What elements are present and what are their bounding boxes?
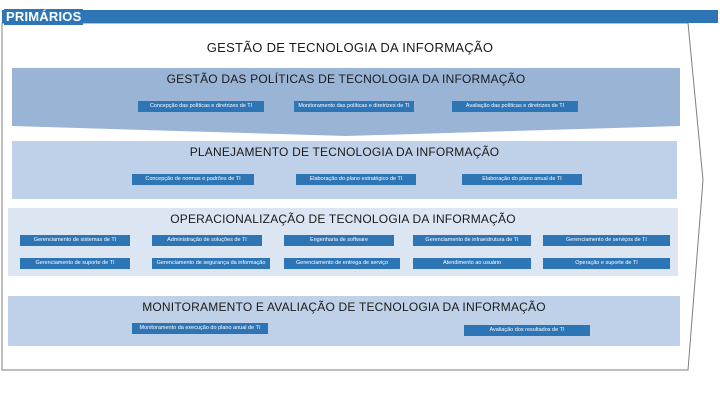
planning-item: Elaboração do plano estratégico de TI	[296, 174, 416, 185]
operation-item: Atendimento ao usuário	[413, 258, 531, 269]
monitoring-item: Avaliação dos resultados de TI	[464, 325, 590, 336]
policies-title: GESTÃO DAS POLÍTICAS DE TECNOLOGIA DA INFORMAÇÃO	[166, 72, 526, 86]
operation-item: Gerenciamento de entrega de serviço	[284, 258, 400, 269]
planning-item: Elaboração do plano anual de TI	[462, 174, 582, 185]
operation-item: Gerenciamento de infraestrutura de TI	[413, 235, 531, 246]
monitoring-title: MONITORAMENTO E AVALIAÇÃO DE TECNOLOGIA DA INFORMAÇÃO	[142, 300, 546, 314]
page-title: GESTÃO DE TECNOLOGIA DA INFORMAÇÃO	[206, 40, 494, 55]
policies-item: Avaliação das políticas e diretrizes de TI	[452, 101, 578, 112]
planning-title: PLANEJAMENTO DE TECNOLOGIA DA INFORMAÇÃO	[189, 145, 500, 159]
header-label: PRIMÁRIOS	[6, 9, 82, 24]
policies-item: Monitoramento das políticas e diretrizes de TI	[294, 101, 414, 112]
operation-item: Gerenciamento de sistemas de TI	[20, 235, 130, 246]
monitoring-item: Monitoramento da execução do plano anual de TI	[132, 323, 268, 334]
operation-title: OPERACIONALIZAÇÃO DE TECNOLOGIA DA INFORMAÇÃO	[170, 212, 516, 226]
operation-item: Operação e suporte de TI	[543, 258, 670, 269]
operation-item: Gerenciamento de serviços de TI	[543, 235, 670, 246]
planning-item: Concepção de normas e padrões de TI	[132, 174, 254, 185]
operation-item: Administração de soluções de TI	[152, 235, 262, 246]
policies-item: Concepção das políticas e diretrizes de TI	[138, 101, 264, 112]
operation-item: Gerenciamento de segurança da informação	[152, 258, 270, 269]
operation-item: Engenharia de software	[284, 235, 394, 246]
operation-item: Gerenciamento de suporte de TI	[20, 258, 130, 269]
